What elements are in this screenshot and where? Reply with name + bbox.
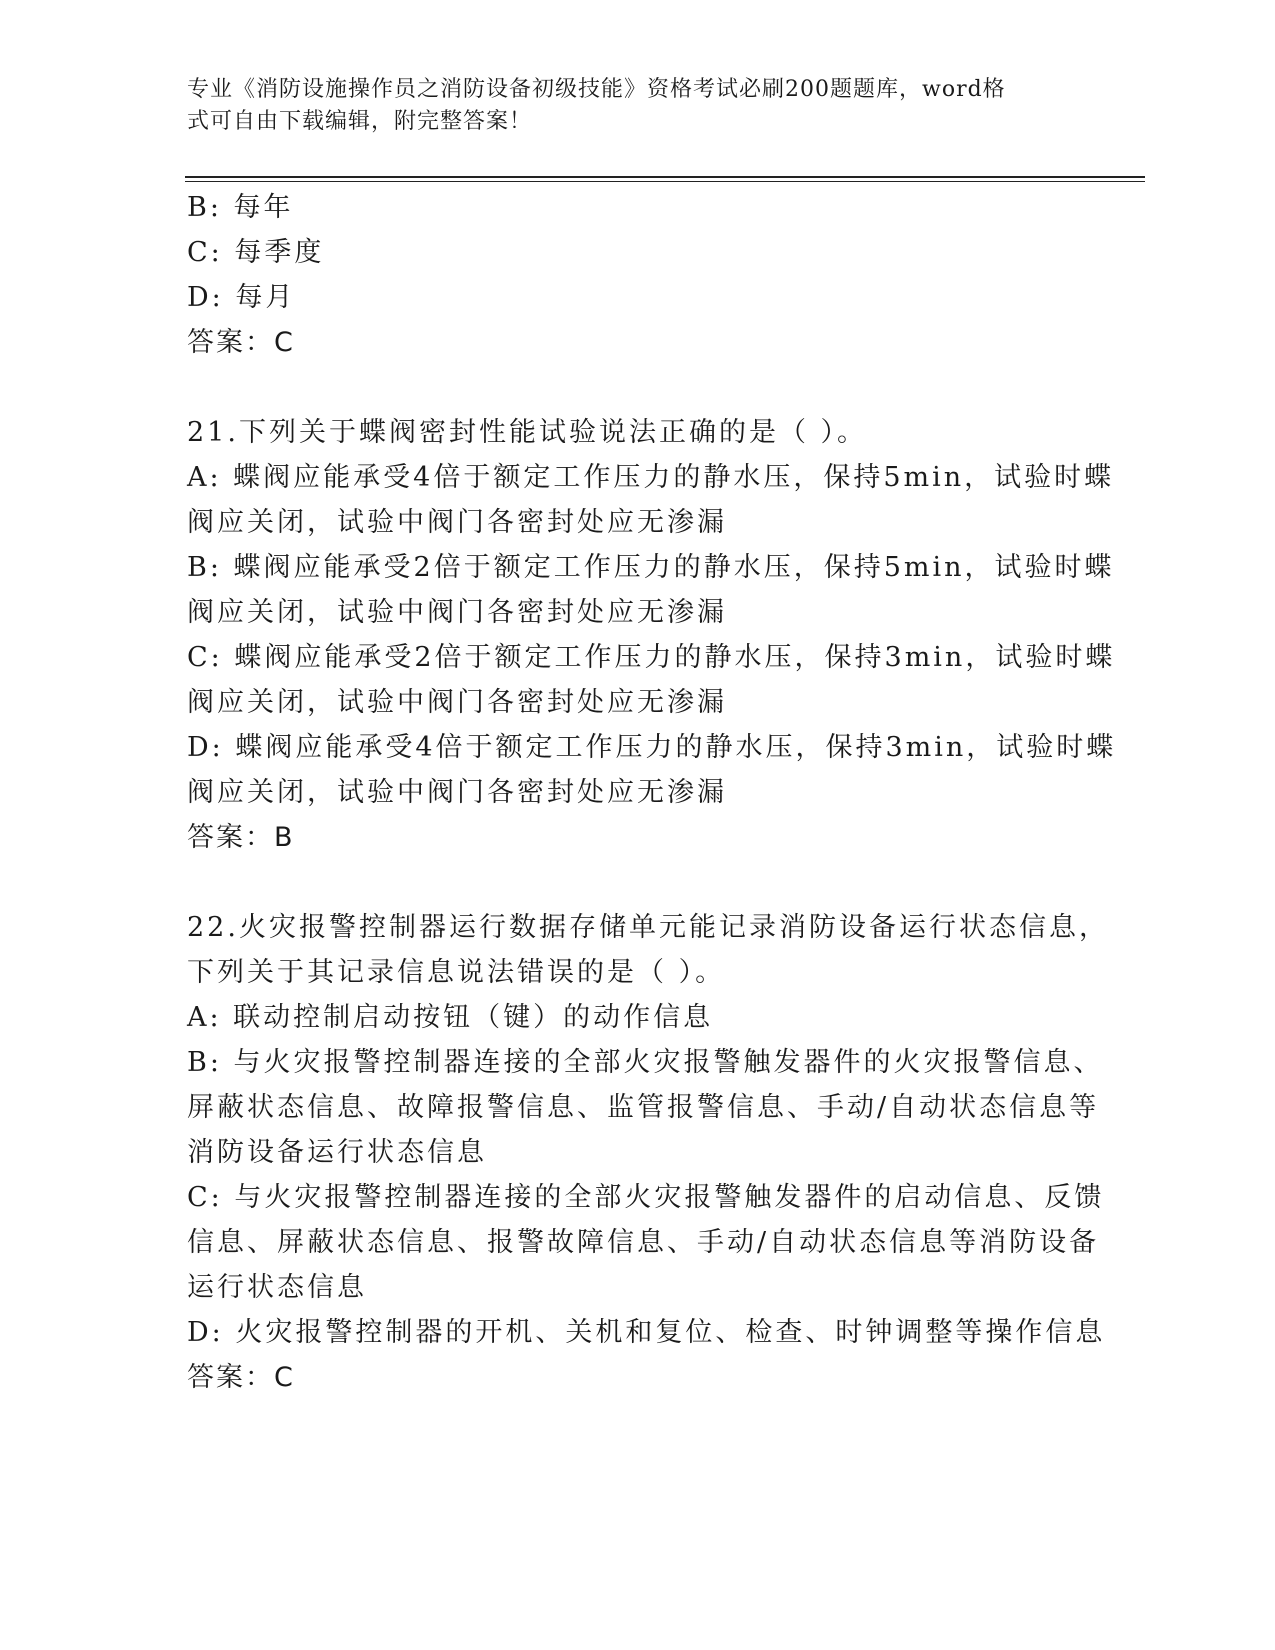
q22-answer: 答案：C [187, 1362, 295, 1393]
prev-option-d: D: 每月 [187, 282, 296, 313]
q21-option-c-line-2: 阀应关闭，试验中阀门各密封处应无渗漏 [187, 687, 727, 718]
q21-answer: 答案：B [187, 822, 295, 853]
header-divider-thin [185, 181, 1145, 182]
q22-option-a: A: 联动控制启动按钮（键）的动作信息 [187, 1002, 714, 1033]
q22-stem-line-2: 下列关于其记录信息说法错误的是（ ）。 [187, 957, 726, 988]
q21-option-b-line-1: B: 蝶阀应能承受2倍于额定工作压力的静水压，保持5min，试验时蝶 [187, 552, 1115, 583]
q22-option-c-line-3: 运行状态信息 [187, 1272, 367, 1303]
header-divider [185, 176, 1145, 178]
q21-option-a-line-2: 阀应关闭，试验中阀门各密封处应无渗漏 [187, 507, 727, 538]
q22-stem-line-1: 22.火灾报警控制器运行数据存储单元能记录消防设备运行状态信息， [187, 912, 1109, 943]
q21-option-d-line-1: D: 蝶阀应能承受4倍于额定工作压力的静水压，保持3min，试验时蝶 [187, 732, 1117, 763]
q22-option-b-line-2: 屏蔽状态信息、故障报警信息、监管报警信息、手动/自动状态信息等 [187, 1092, 1100, 1123]
q21-option-c-line-1: C: 蝶阀应能承受2倍于额定工作压力的静水压，保持3min，试验时蝶 [187, 642, 1116, 673]
header-title-line-2: 式可自由下载编辑，附完整答案！ [187, 109, 533, 134]
header-title-line-1: 专业《消防设施操作员之消防设备初级技能》资格考试必刷200题题库，word格 [187, 77, 1006, 102]
q22-option-b-line-1: B: 与火灾报警控制器连接的全部火灾报警触发器件的火灾报警信息、 [187, 1047, 1104, 1078]
prev-option-c: C: 每季度 [187, 237, 325, 268]
q22-option-c-line-2: 信息、屏蔽状态信息、报警故障信息、手动/自动状态信息等消防设备 [187, 1227, 1100, 1258]
prev-answer: 答案：C [187, 327, 295, 358]
q22-option-d: D: 火灾报警控制器的开机、关机和复位、检查、时钟调整等操作信息 [187, 1317, 1106, 1348]
q22-option-b-line-3: 消防设备运行状态信息 [187, 1137, 487, 1168]
q21-option-b-line-2: 阀应关闭，试验中阀门各密封处应无渗漏 [187, 597, 727, 628]
q22-option-c-line-1: C: 与火灾报警控制器连接的全部火灾报警触发器件的启动信息、反馈 [187, 1182, 1105, 1213]
q21-option-a-line-1: A: 蝶阀应能承受4倍于额定工作压力的静水压，保持5min，试验时蝶 [187, 462, 1115, 493]
prev-option-b: B: 每年 [187, 192, 294, 223]
q21-stem: 21.下列关于蝶阀密封性能试验说法正确的是（ ）。 [187, 417, 868, 448]
q21-option-d-line-2: 阀应关闭，试验中阀门各密封处应无渗漏 [187, 777, 727, 808]
